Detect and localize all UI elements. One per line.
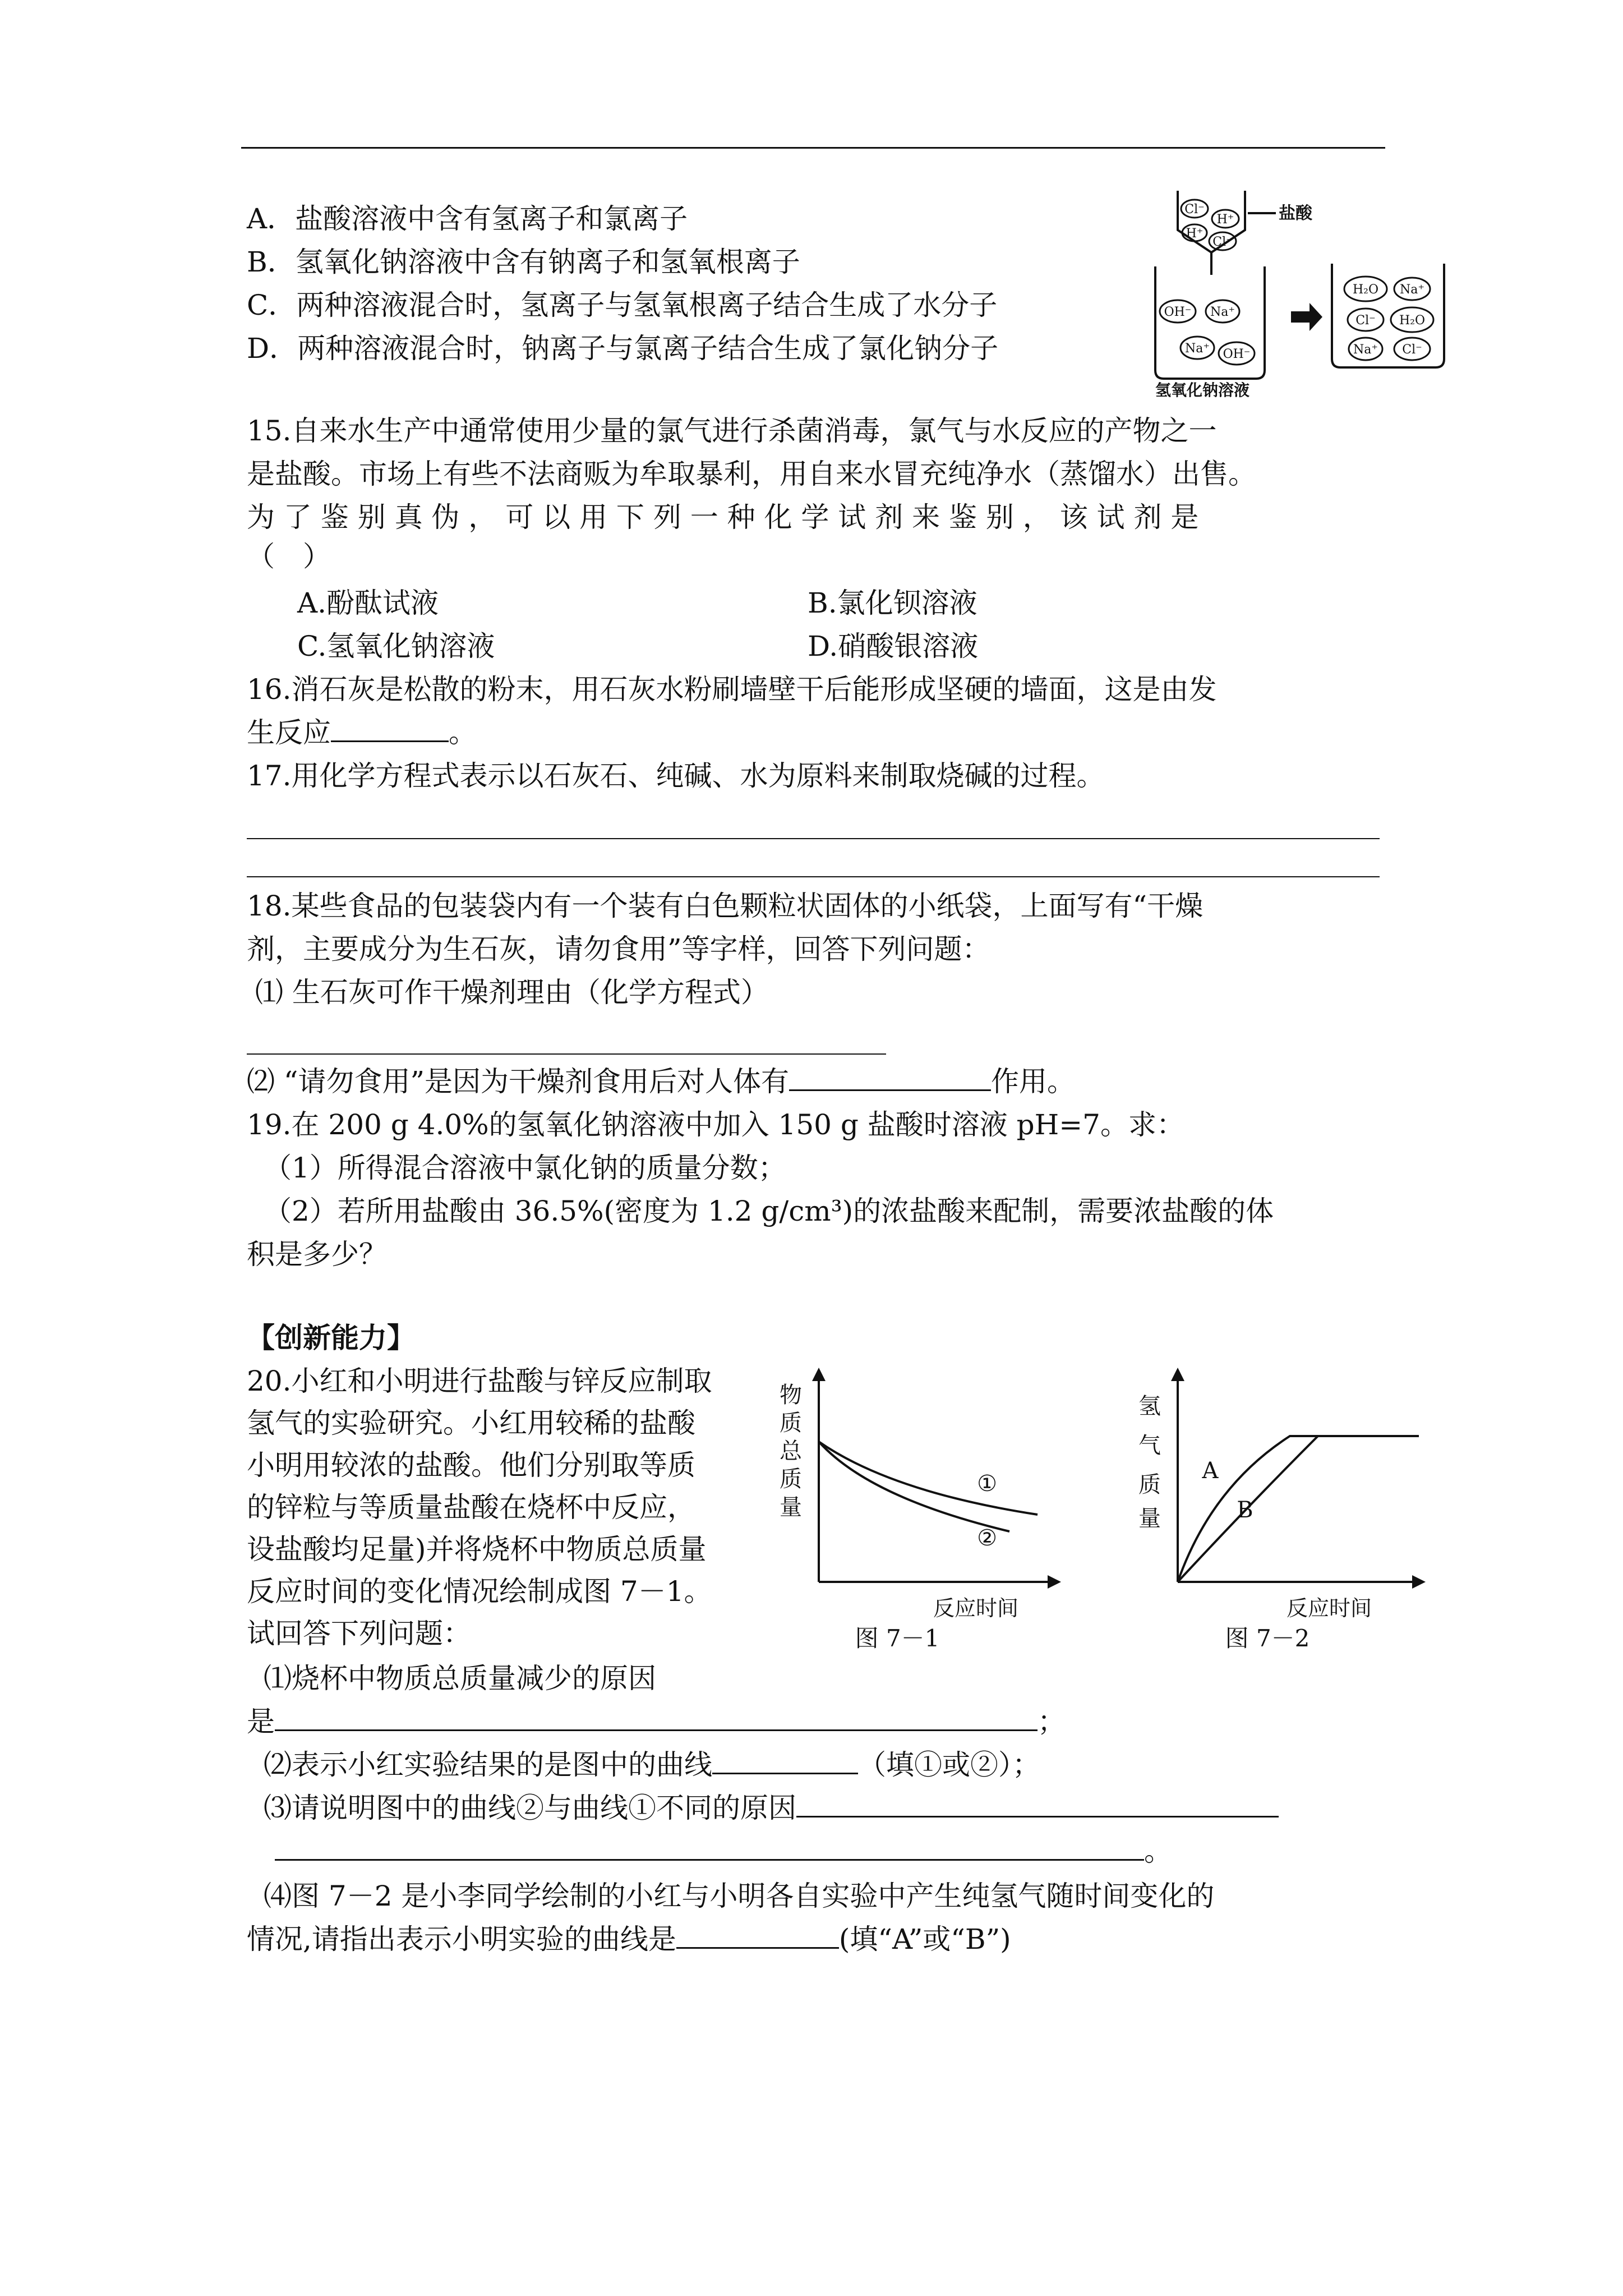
q20-sub3-blank[interactable]: [796, 1793, 1279, 1818]
molecule-h2o: H₂O: [1352, 283, 1379, 297]
q14-option-b: B．氢氧化钠溶液中含有钠离子和氢氧根离子: [247, 246, 800, 278]
ion-h: H⁺: [1186, 227, 1204, 241]
q16-line1: 16.消石灰是松散的粉末，用石灰水粉刷墙壁干后能形成坚硬的墙面，这是由发: [247, 673, 1217, 706]
q18-line1: 18.某些食品的包装袋内有一个装有白色颗粒状固体的小纸袋，上面写有“干燥: [247, 890, 1204, 922]
figure-7-2: [1127, 1363, 1430, 1655]
y-label-char: 质: [780, 1410, 802, 1436]
q18-sub1: ⑴ 生石灰可作干燥剂理由（化学方程式）: [255, 976, 769, 1009]
q20-sub3: ⑶请说明图中的曲线②与曲线①不同的原因: [264, 1791, 1279, 1825]
q15-line3: 为 了 鉴 别 真 伪 ， 可 以 用 下 列 一 种 化 学 试 剂 来 鉴 别 ， 该 试 剂 是: [247, 501, 1199, 533]
y-label-char: 量: [1138, 1506, 1161, 1531]
x-axis-label: 反应时间: [1286, 1596, 1372, 1621]
q14-option-a: A．盐酸溶液中含有氢离子和氯离子: [247, 203, 688, 235]
q20-sub1-blank[interactable]: [275, 1707, 1038, 1731]
q20-line1: 20.小红和小明进行盐酸与锌反应制取: [247, 1365, 712, 1397]
q17-answer-line-1[interactable]: [247, 838, 1380, 839]
q18-line2: 剂，主要成分为生石灰，请勿食用”等字样，回答下列问题：: [247, 933, 990, 965]
q17-line1: 17.用化学方程式表示以石灰石、纯碱、水为原料来制取烧碱的过程。: [247, 760, 1105, 792]
q20-sub2-blank[interactable]: [712, 1750, 858, 1774]
curve-a-label: A: [1202, 1458, 1219, 1484]
y-label-char: 物: [780, 1382, 802, 1408]
base-label: 氢氧化钠溶液: [1155, 381, 1250, 398]
figure-7-1: [763, 1363, 1088, 1655]
q20-sub1: ⑴烧杯中物质总质量减少的原因: [264, 1662, 656, 1695]
q20-line5: 设盐酸均足量)并将烧杯中物质总质量: [247, 1533, 707, 1566]
q14-option-c: C．两种溶液混合时，氢离子与氢氧根离子结合生成了水分子: [247, 289, 998, 321]
curve-1: [819, 1442, 1038, 1515]
q16-answer-blank[interactable]: [331, 718, 449, 742]
q19-sub1: （1）所得混合溶液中氯化钠的质量分数；: [264, 1152, 786, 1184]
q20-line3: 小明用较浓的盐酸。他们分别取等质: [247, 1449, 695, 1481]
q18-answer-blank[interactable]: [789, 1067, 991, 1091]
q20-sub2: ⑵表示小红实验结果的是图中的曲线 （填①或②）；: [264, 1749, 1040, 1781]
y-label-char: 质: [780, 1466, 802, 1492]
q20-sub3-blank-2[interactable]: [275, 1837, 1144, 1861]
curve-b-label: B: [1237, 1497, 1253, 1523]
q20-sub4: ⑷图 7－2 是小李同学绘制的小红与小明各自实验中产生纯氢气随时间变化的: [264, 1880, 1215, 1912]
acid-label: 盐酸: [1279, 204, 1312, 223]
ion-cl: Cl⁻: [1212, 235, 1233, 249]
q14-option-d: D．两种溶液混合时，钠离子与氯离子结合生成了氯化钠分子: [247, 332, 999, 365]
curve-1-label: ①: [977, 1471, 997, 1497]
ion-cl: Cl⁻: [1184, 203, 1205, 217]
q19-line1: 19.在 200 g 4.0%的氢氧化钠溶液中加入 150 g 盐酸时溶液 pH=7。求：: [247, 1108, 1184, 1141]
q20-line2: 氢气的实验研究。小红用较稀的盐酸: [247, 1407, 695, 1439]
ion-na: Na⁺: [1210, 305, 1235, 319]
q20-line7: 试回答下列问题：: [247, 1617, 471, 1650]
q20-sub4-cont: 情况,请指出表示小明实验的曲线是 (填“A”或“B”): [247, 1923, 1011, 1955]
y-label-char: 氢: [1138, 1393, 1161, 1419]
ion-oh: OH⁻: [1164, 305, 1192, 319]
q15-line2: 是盐酸。市场上有些不法商贩为牟取暴利，用自来水冒充纯净水（蒸馏水）出售。: [247, 458, 1256, 490]
ion-cl: Cl⁻: [1402, 343, 1422, 357]
section-title: 【创新能力】: [247, 1321, 415, 1354]
q18-answer-line[interactable]: [247, 1053, 886, 1055]
q20-sub4-blank[interactable]: [676, 1925, 839, 1949]
x-axis-label: 反应时间: [933, 1596, 1019, 1621]
molecule-h2o: H₂O: [1399, 314, 1426, 328]
q20-line4: 的锌粒与等质量盐酸在烧杯中反应，: [247, 1491, 695, 1524]
q20-sub1-cont: 是 ；: [247, 1705, 1066, 1738]
ion-na: Na⁺: [1353, 343, 1378, 357]
neutralization-diagram: [1144, 185, 1447, 398]
q19-sub2-cont: 积是多少？: [247, 1238, 387, 1271]
q15-line1: 15.自来水生产中通常使用少量的氯气进行杀菌消毒，氯气与水反应的产物之一: [247, 415, 1217, 447]
figure-caption: 图 7－2: [1225, 1625, 1310, 1652]
ion-na: Na⁺: [1400, 283, 1424, 297]
reaction-arrow-icon: [1291, 303, 1322, 331]
q20-line6: 反应时间的变化情况绘制成图 7－1。: [247, 1575, 712, 1608]
header-rule: [241, 147, 1385, 149]
q16-line2: 生反应 。: [247, 716, 477, 749]
curve-2-label: ②: [977, 1525, 997, 1551]
q17-answer-line-2[interactable]: [247, 876, 1380, 877]
y-label-char: 气: [1138, 1433, 1161, 1458]
figure-caption: 图 7－1: [855, 1625, 940, 1652]
q15-option-d: D.硝酸银溶液: [808, 630, 979, 662]
ion-cl: Cl⁻: [1355, 314, 1376, 328]
y-label-char: 质: [1138, 1472, 1161, 1498]
y-label-char: 量: [780, 1494, 802, 1520]
ion-oh: OH⁻: [1223, 347, 1251, 361]
q18-sub2: ⑵ “请勿食用”是因为干燥剂食用后对人体有 作用。: [247, 1065, 1076, 1098]
y-label-char: 总: [780, 1438, 802, 1464]
q15-option-a: A.酚酞试液: [297, 587, 439, 619]
q15-answer-paren: （ ）: [247, 540, 331, 573]
q19-sub2: （2）若所用盐酸由 36.5%(密度为 1.2 g/cm³)的浓盐酸来配制，需要浓盐酸的体: [264, 1195, 1274, 1227]
q15-option-c: C.氢氧化钠溶液: [297, 630, 495, 662]
q20-sub3-cont: 。: [275, 1834, 1172, 1868]
q15-option-b: B.氯化钡溶液: [808, 587, 978, 619]
ion-h: H⁺: [1216, 213, 1234, 227]
ion-na: Na⁺: [1185, 342, 1210, 356]
